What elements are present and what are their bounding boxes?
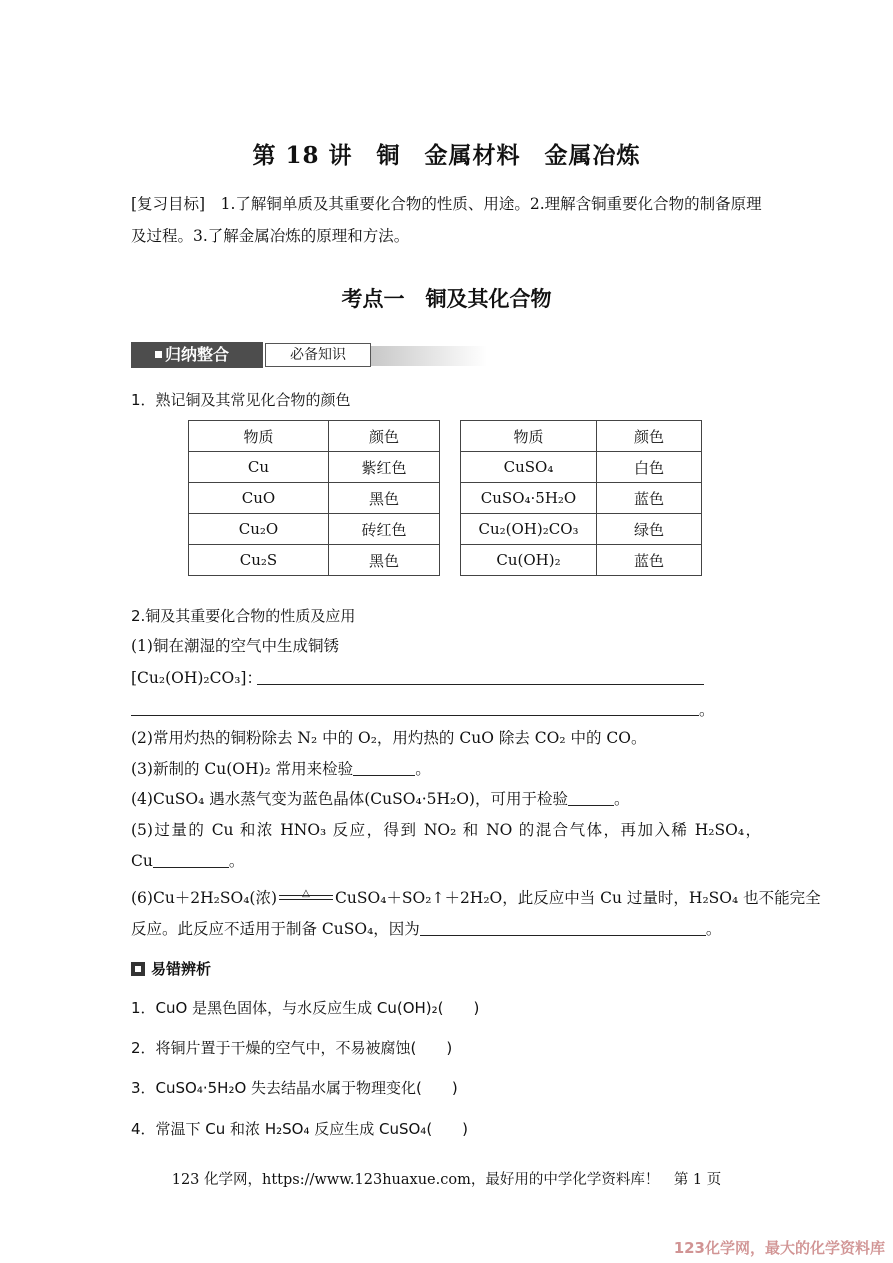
table-row [189, 452, 702, 483]
error-item-4: 4．常温下 Cu 和浓 H₂SO₄ 反应生成 CuSO₄( ) [131, 1120, 469, 1138]
substance-cell: Cu₂(OH)₂CO₃ [461, 514, 597, 545]
review-goals-line2: 及过程。3.了解金属冶炼的原理和方法。 [131, 227, 410, 245]
answer-blank [420, 921, 706, 936]
table-row [189, 545, 702, 576]
answer-blank [353, 761, 415, 776]
page-title: 第 18 讲 铜 金属材料 金属冶炼 [252, 142, 641, 169]
p6-line2 [131, 913, 721, 945]
p1: (1)铜在潮湿的空气中生成铜锈 [131, 637, 339, 655]
period: 。 [613, 790, 630, 808]
banner-main: 归纳整合 [131, 342, 263, 368]
summary-banner [131, 342, 487, 368]
error-item-2: 2．将铜片置于干燥的空气中，不易被腐蚀( ) [131, 1039, 453, 1057]
color-cell: 绿色 [597, 514, 702, 545]
p1-formula: [Cu₂(OH)₂CO₃]： [131, 669, 262, 687]
banner-fade [371, 346, 487, 366]
answer-blank [153, 853, 229, 868]
p3-text: (3)新制的 Cu(OH)₂ 常用来检验 [131, 760, 354, 778]
color-cell: 蓝色 [597, 545, 702, 576]
error-icon [131, 962, 145, 976]
answer-blank [131, 715, 699, 716]
answer-blank [257, 684, 704, 685]
errors-heading: 易错辨析 [131, 958, 211, 980]
period: 。 [228, 852, 245, 870]
header-color: 颜色 [597, 421, 702, 452]
heating-equals-sign [277, 887, 335, 905]
p2: (2)常用灼热的铜粉除去 N₂ 中的 O₂，用灼热的 CuO 除去 CO₂ 中的 CO。 [131, 729, 647, 747]
substance-cell: Cu₂S [189, 545, 329, 576]
error-item-3: 3．CuSO₄·5H₂O 失去结晶水属于物理变化( ) [131, 1079, 458, 1097]
p6-line1 [131, 882, 821, 914]
substance-cell: CuSO₄ [461, 452, 597, 483]
heat-symbol: △ [302, 888, 310, 899]
p6-text: 反应。此反应不适用于制备 CuSO₄，因为 [131, 920, 420, 938]
period: 。 [415, 760, 431, 778]
substance-cell: CuSO₄·5H₂O [461, 483, 597, 514]
color-cell: 蓝色 [597, 483, 702, 514]
item2-title: 2.铜及其重要化合物的性质及应用 [131, 607, 356, 625]
color-cell: 白色 [597, 452, 702, 483]
period: 。 [699, 701, 715, 719]
header-substance: 物质 [461, 421, 597, 452]
color-cell: 紫红色 [329, 452, 440, 483]
p4-text: (4)CuSO₄ 遇水蒸气变为蓝色晶体(CuSO₄·5H₂O)，可用于检验 [131, 790, 568, 808]
p6-products: CuSO₄＋SO₂↑＋2H₂O，此反应中当 Cu 过量时，H₂SO₄ 也不能完全 [335, 889, 821, 907]
substance-cell: Cu₂O [189, 514, 329, 545]
substance-cell: Cu(OH)₂ [461, 545, 597, 576]
color-cell: 砖红色 [329, 514, 440, 545]
item1-title: 1．熟记铜及其常见化合物的颜色 [131, 391, 351, 409]
header-color: 颜色 [329, 421, 440, 452]
substance-cell: CuO [189, 483, 329, 514]
substance-cell: Cu [189, 452, 329, 483]
color-cell: 黑色 [329, 545, 440, 576]
period: 。 [705, 920, 722, 938]
table-row [189, 514, 702, 545]
p5-text: Cu [131, 852, 153, 870]
watermark: 123化学网，最大的化学资料库 [673, 1239, 885, 1257]
square-icon [155, 351, 162, 358]
page-footer: 123 化学网，https://www.123huaxue.com，最好用的中学化学资料库！ 第 1 页 [171, 1172, 722, 1188]
answer-blank [568, 791, 614, 806]
color-cell: 黑色 [329, 483, 440, 514]
p3 [131, 753, 431, 785]
banner-sub: 必备知识 [265, 343, 371, 367]
p5-line1: (5)过量的 Cu 和浓 HNO₃ 反应，得到 NO₂ 和 NO 的混合气体，再加入稀 H₂SO₄， [131, 821, 761, 839]
error-item-1: 1．CuO 是黑色固体，与水反应生成 Cu(OH)₂( ) [131, 999, 480, 1017]
review-goals-line1: [复习目标] 1.了解铜单质及其重要化合物的性质、用途。2.理解含铜重要化合物的制备原理 [131, 195, 762, 213]
header-substance: 物质 [189, 421, 329, 452]
color-table [188, 420, 702, 576]
p4 [131, 783, 629, 815]
table-row [189, 483, 702, 514]
p5-line2 [131, 845, 244, 877]
p6-reactants: (6)Cu＋2H₂SO₄(浓) [131, 889, 278, 907]
section-title: 考点一 铜及其化合物 [341, 286, 552, 311]
